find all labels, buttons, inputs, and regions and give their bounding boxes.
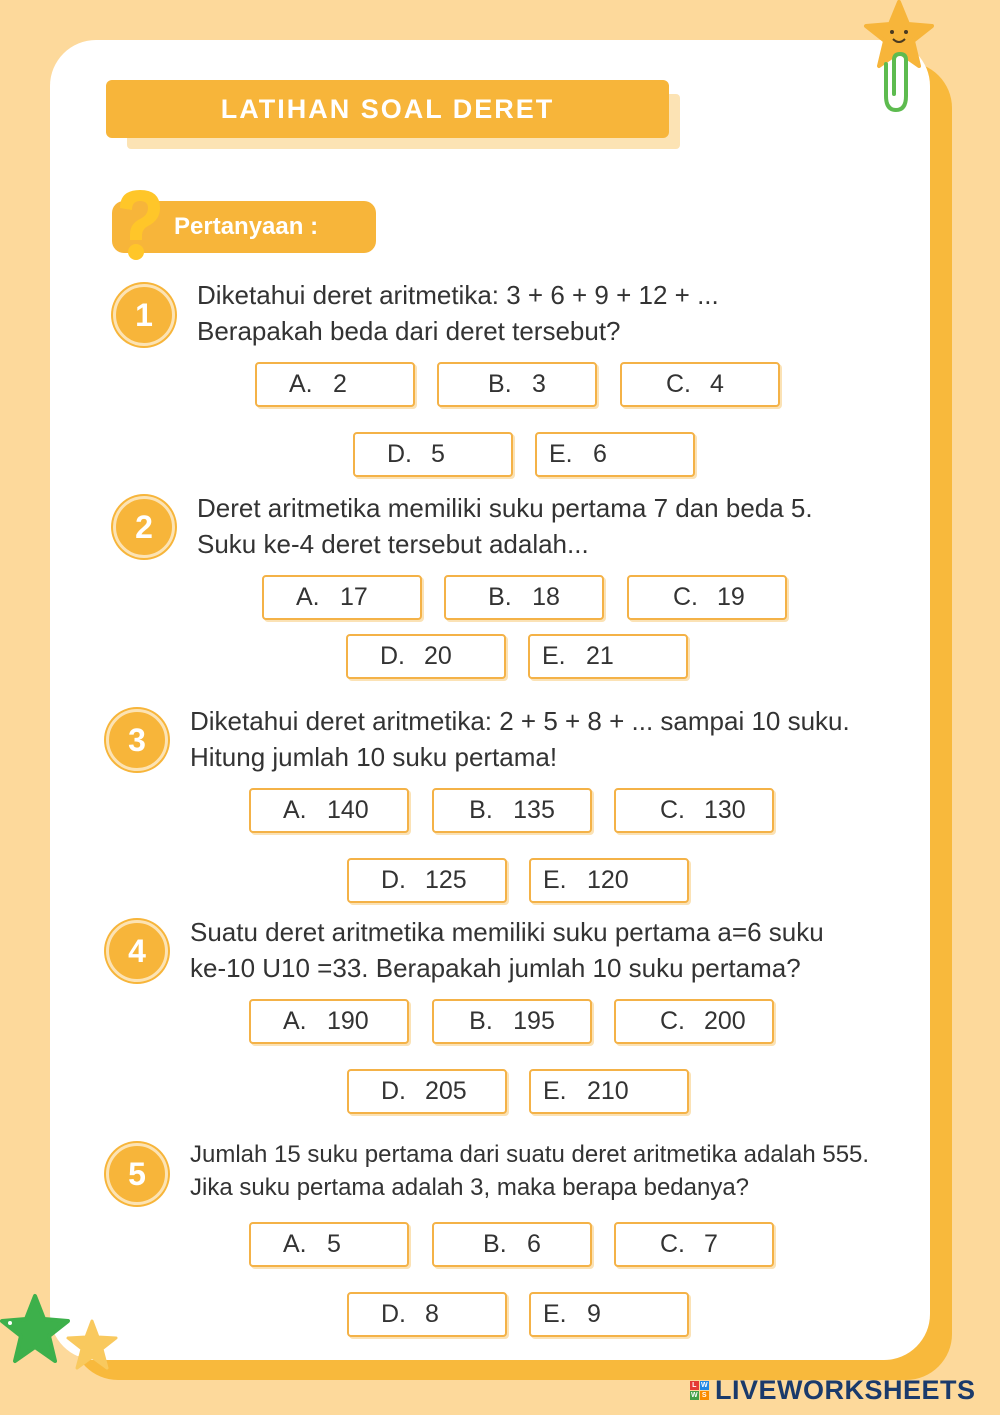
question-line: Jika suku pertama adalah 3, maka berapa bedanya? (190, 1174, 750, 1201)
q1-option-a[interactable]: A. 2 (255, 362, 415, 407)
q3-option-e[interactable]: E. 120 (529, 858, 689, 903)
page-title: LATIHAN SOAL DERET (220, 93, 555, 124)
question-line: Diketahui deret aritmetika: 2 + 5 + 8 + ... sampai 10 suku. (190, 706, 850, 736)
q5-option-d[interactable]: D. 8 (347, 1292, 507, 1337)
question-number-2: 2 (113, 496, 175, 558)
question-line: Berapakah beda dari deret tersebut? (197, 316, 621, 346)
question-4-text (190, 914, 824, 986)
q3-option-b[interactable]: B. 135 (432, 788, 592, 833)
question-line: Hitung jumlah 10 suku pertama! (190, 742, 558, 772)
question-number-5: 5 (106, 1143, 168, 1205)
liveworksheets-brand[interactable] (690, 1372, 976, 1408)
q2-option-d[interactable]: D. 20 (346, 634, 506, 679)
q2-option-a[interactable]: A. 17 (262, 575, 422, 620)
paperclip-icon (872, 52, 920, 114)
q3-option-c[interactable]: C. 130 (614, 788, 774, 833)
q4-option-b[interactable]: B. 195 (432, 999, 592, 1044)
question-line: Diketahui deret aritmetika: 3 + 6 + 9 + 12 + ... (197, 280, 719, 310)
question-number-4: 4 (106, 920, 168, 982)
question-line: Suku ke-4 deret tersebut adalah... (197, 529, 589, 559)
green-star-icon (0, 1293, 70, 1365)
q3-option-d[interactable]: D. 125 (347, 858, 507, 903)
question-line: Suatu deret aritmetika memiliki suku pertama a=6 suku (190, 917, 824, 947)
q5-option-e[interactable]: E. 9 (529, 1292, 689, 1337)
q1-option-e[interactable]: E. 6 (535, 432, 695, 477)
section-label: Pertanyaan : (174, 213, 319, 240)
q2-option-e[interactable]: E. 21 (528, 634, 688, 679)
title-bar (106, 80, 669, 138)
question-line: Deret aritmetika memiliki suku pertama 7 dan beda 5. (197, 493, 813, 523)
q2-option-c[interactable]: C. 19 (627, 575, 787, 620)
q2-option-b[interactable]: B. 18 (444, 575, 604, 620)
q5-option-b[interactable]: B. 6 (432, 1222, 592, 1267)
q1-option-c[interactable]: C. 4 (620, 362, 780, 407)
q1-option-d[interactable]: D. 5 (353, 432, 513, 477)
q5-option-a[interactable]: A. 5 (249, 1222, 409, 1267)
q1-option-b[interactable]: B. 3 (437, 362, 597, 407)
question-line: ke-10 U10 =33. Berapakah jumlah 10 suku pertama? (190, 953, 801, 983)
question-mark-icon (110, 186, 170, 264)
q4-option-d[interactable]: D. 205 (347, 1069, 507, 1114)
q5-option-c[interactable]: C. 7 (614, 1222, 774, 1267)
question-5-text (190, 1138, 869, 1204)
yellow-star-icon (64, 1318, 120, 1372)
brand-name: LIVEWORKSHEETS (715, 1374, 976, 1405)
question-3-text (190, 703, 850, 775)
question-number-1: 1 (113, 284, 175, 346)
q4-option-c[interactable]: C. 200 (614, 999, 774, 1044)
question-2-text (197, 490, 813, 562)
question-1-text (197, 277, 719, 349)
question-number-3: 3 (106, 709, 168, 771)
liveworksheets-logo-icon: L W W S (690, 1381, 709, 1399)
q4-option-e[interactable]: E. 210 (529, 1069, 689, 1114)
q4-option-a[interactable]: A. 190 (249, 999, 409, 1044)
question-line: Jumlah 15 suku pertama dari suatu deret aritmetika adalah 555. (190, 1141, 870, 1168)
q3-option-a[interactable]: A. 140 (249, 788, 409, 833)
